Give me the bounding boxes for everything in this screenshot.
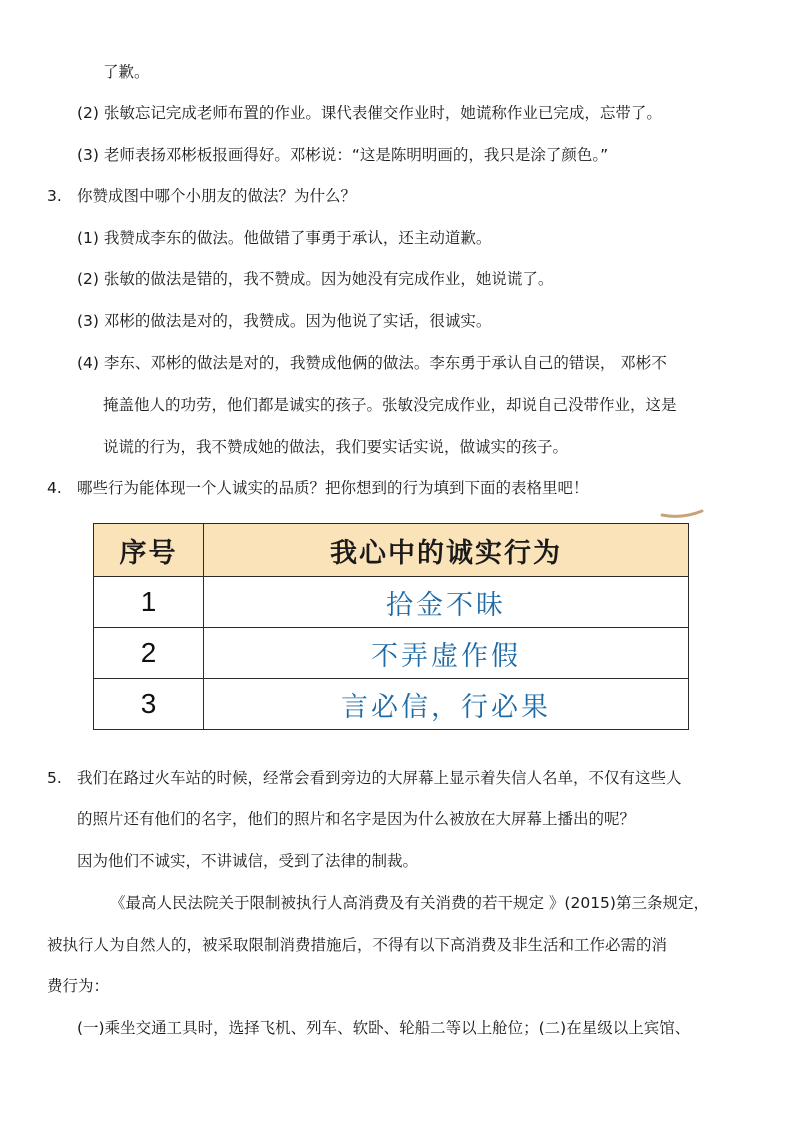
question-text: 我们在路过火车站的时候，经常会看到旁边的大屏幕上显示着失信人名单，不仅有这些人: [77, 769, 682, 787]
table-row: [94, 577, 689, 628]
decorative-mark: [660, 509, 704, 519]
header-behavior: 我心中的诚实行为: [204, 524, 689, 577]
row-index: 1: [94, 577, 204, 628]
table-header-row: [94, 524, 689, 577]
answer-line: (3) 邓彬的做法是对的，我赞成。因为他说了实话，很诚实。: [77, 312, 492, 330]
text-line: (3) 老师表扬邓彬板报画得好。邓彬说：“这是陈明明画的，我只是涂了颜色。”: [77, 146, 609, 164]
question-text: 你赞成图中哪个小朋友的做法？为什么？: [77, 187, 357, 205]
text-line: (2) 张敏忘记完成老师布置的作业。课代表催交作业时，她谎称作业已完成，忘带了。: [77, 104, 662, 122]
row-index: 3: [94, 679, 204, 730]
question-number: 5.: [47, 769, 62, 787]
question-number: 3.: [47, 187, 62, 205]
text-line: 了歉。: [103, 63, 150, 81]
answer-line: 因为他们不诚实，不讲诚信，受到了法律的制裁。: [77, 852, 419, 870]
table-row: [94, 628, 689, 679]
answer-line: (1) 我赞成李东的做法。他做错了事勇于承认，还主动道歉。: [77, 229, 492, 247]
answer-line: (2) 张敏的做法是错的，我不赞成。因为她没有完成作业，她说谎了。: [77, 270, 554, 288]
body-line: 费行为：: [47, 977, 110, 995]
header-index: 序号: [94, 524, 204, 577]
answer-line: (4) 李东、邓彬的做法是对的，我赞成他俩的做法。李东勇于承认自己的错误， 邓彬不: [77, 354, 667, 372]
table-row: [94, 679, 689, 730]
row-behavior: 不弄虚作假: [204, 628, 689, 679]
question-text: 的照片还有他们的名字，他们的照片和名字是因为什么被放在大屏幕上播出的呢？: [77, 810, 636, 828]
row-behavior: 言必信，行必果: [204, 679, 689, 730]
row-index: 2: [94, 628, 204, 679]
body-line: (一)乘坐交通工具时，选择飞机、列车、软卧、轮船二等以上舱位；(二)在星级以上宾馆、: [77, 1019, 691, 1037]
row-behavior: 拾金不昧: [204, 577, 689, 628]
question-number: 4.: [47, 479, 62, 497]
body-line: 《最高人民法院关于限制被执行人高消费及有关消费的若干规定 》(2015)第三条规定，: [110, 894, 709, 912]
question-text: 哪些行为能体现一个人诚实的品质？把你想到的行为填到下面的表格里吧！: [77, 479, 589, 497]
answer-line: 掩盖他人的功劳，他们都是诚实的孩子。张敏没完成作业，却说自己没带作业，这是: [103, 396, 677, 414]
body-line: 被执行人为自然人的，被采取限制消费措施后，不得有以下高消费及非生活和工作必需的消: [47, 936, 668, 954]
honesty-table: [93, 523, 689, 730]
answer-line: 说谎的行为，我不赞成她的做法，我们要实话实说，做诚实的孩子。: [103, 438, 569, 456]
